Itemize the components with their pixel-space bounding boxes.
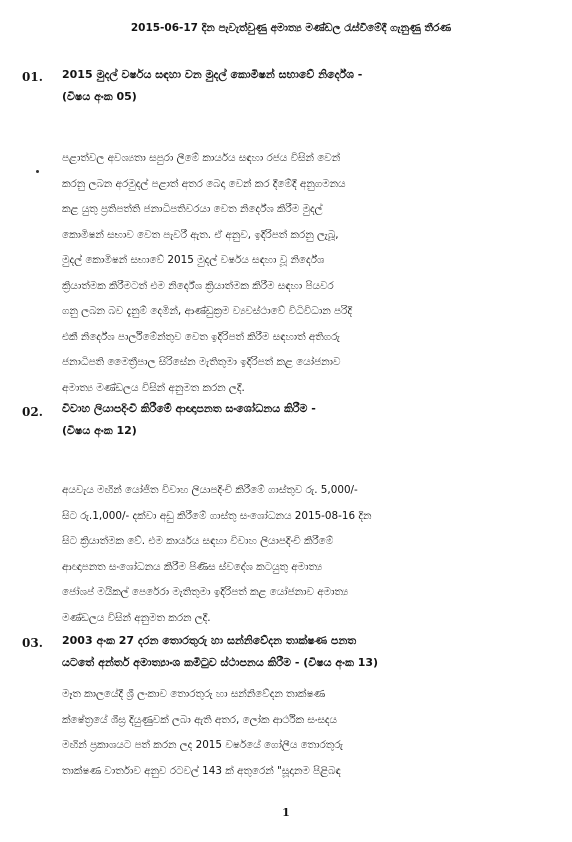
body-line: මණ්ඩලය විසින් අනුමත කරන ලදී. [62, 611, 211, 624]
body-line: කොමිෂන් සභාව වෙත පැවරී ඇත. ඒ අනුව, ඉදිරිපත් කරනු ලැබූ, [62, 228, 339, 241]
heading-line: 2015 මුදල් වර්ෂය සඳහා වන මුදල් කොමිෂන් සභාවේ නිර්දේශ - [62, 68, 363, 81]
body-line: පළාත්වල අවශ්‍යතා සපුරා ලීමේ කාර්යය සඳහා රජය විසින් වෙන් [62, 152, 341, 164]
section-body [62, 146, 540, 401]
margin-mark [36, 170, 39, 173]
body-line: සිට රු.1,000/- දක්වා අඩු කිරීමේ ගාස්තු සංශෝධනය 2015-08-16 දින [62, 509, 372, 522]
body-line: එකී නිර්දේශ පාර්ලිමේන්තුව වෙත ඉදිරිපත් කිරීම සඳහාත් අතිගරු [62, 330, 340, 343]
section-heading [62, 398, 540, 442]
body-line: ආඥාපනත සංශෝධනය කිරීම පිණිස ස්වදේශ කටයුතු අමාත්‍ය [62, 560, 323, 573]
body-line: ක්ෂේත්‍රයේ ශීඝ්‍ර දියුණුවක් ලබා ඇති අතර, ලෝක ආර්ථික සංසදය [62, 713, 338, 726]
body-line: මඟින් ප්‍රකාශයට පත් කරන ලද 2015 වර්ෂයේ ගෝලීය තොරතුරු [62, 739, 343, 751]
body-line: සිට ක්‍රියාත්මක වේ. එම කාර්යය සඳහා විවාහ ලියාපදිංචි කිරීමේ [62, 535, 334, 547]
section-heading [62, 630, 540, 674]
section-number: 03. [22, 636, 43, 650]
section-body [62, 682, 540, 784]
section-number: 02. [22, 405, 43, 419]
body-line: මුදල් කොමිෂන් සභාවේ 2015 මුදල් වර්ෂය සඳහා වූ නිර්දේශ [62, 254, 325, 266]
body-line: මෑත කාලයේදී ශ්‍රී ලංකාව තොරතුරු හා සන්නිවේදන තාක්ෂණ [62, 688, 326, 700]
page-header: 2015-06-17 දින පැවැත්වුණු අමාත්‍ය මණ්ඩල රැස්වීමේදී ගැනුණු තීරණ [130, 22, 452, 34]
heading-line: 2003 අංක 27 දරන තොරතුරු හා සන්නිවේදන තාක්ෂණ පනත [62, 634, 357, 647]
heading-line: (විෂය අංක 12) [62, 424, 137, 437]
section-heading [62, 64, 540, 108]
body-line: ජෝශප් මයිකල් පෙරේරා මැතිතුමා ඉදිරිපත් කළ යෝජනාව අමාත්‍ය [62, 586, 349, 598]
page-number: 1 [282, 806, 290, 819]
body-line: ක්‍රියාත්මක කිරීමටත් එම නිර්දේශ ක්‍රියාත්මක කිරීම සඳහා පියවර [62, 279, 334, 292]
section-body [62, 478, 540, 631]
body-line: අමාත්‍ය මණ්ඩලය විසින් අනුමත කරන ලදී. [62, 381, 245, 394]
body-line: ජනාධිපති මෛත්‍රීපාල සිරිසේන මැතිතුමා ඉදිරිපත් කළ යෝජනාව [62, 356, 341, 368]
body-line: තාක්ෂණ වාර්තාව අනුව රටවල් 143 ක් අතුරෙන් "සූදානම පිළිබඳ [62, 764, 341, 777]
body-line: කළ යුතු ප්‍රතිපත්ති ජනාධිපතිවරයා වෙත නිර්දේශ කිරීම මුදල් [62, 203, 323, 215]
heading-line: යටතේ අන්තර් අමාත්‍යාංශ කමිටුව ස්ථාපනය කිරීම - (විෂය අංක 13) [62, 656, 379, 669]
heading-line: විවාහ ලියාපදිංචි කිරීමේ ආඥාපනත සංශෝධනය කිරීම - [62, 402, 316, 415]
heading-line: (විෂය අංක 05) [62, 90, 137, 103]
section-number: 01. [22, 70, 43, 84]
body-line: කරනු ලබන අරමුදල් පළාත් අතර බෙදා වෙන් කර දීමේදී අනුගමනය [62, 177, 346, 190]
body-line: අයවැය මඟින් යෝජිත විවාහ ලියාපදිංචි කිරීමේ ගාස්තුව රු. 5,000/- [62, 484, 358, 496]
body-line: ගනු ලබන බව දැනුම් දෙමින්, ආණ්ඩුක්‍රම ව්‍යවස්ථාවේ විධිවිධාන පරිදි [62, 305, 352, 317]
